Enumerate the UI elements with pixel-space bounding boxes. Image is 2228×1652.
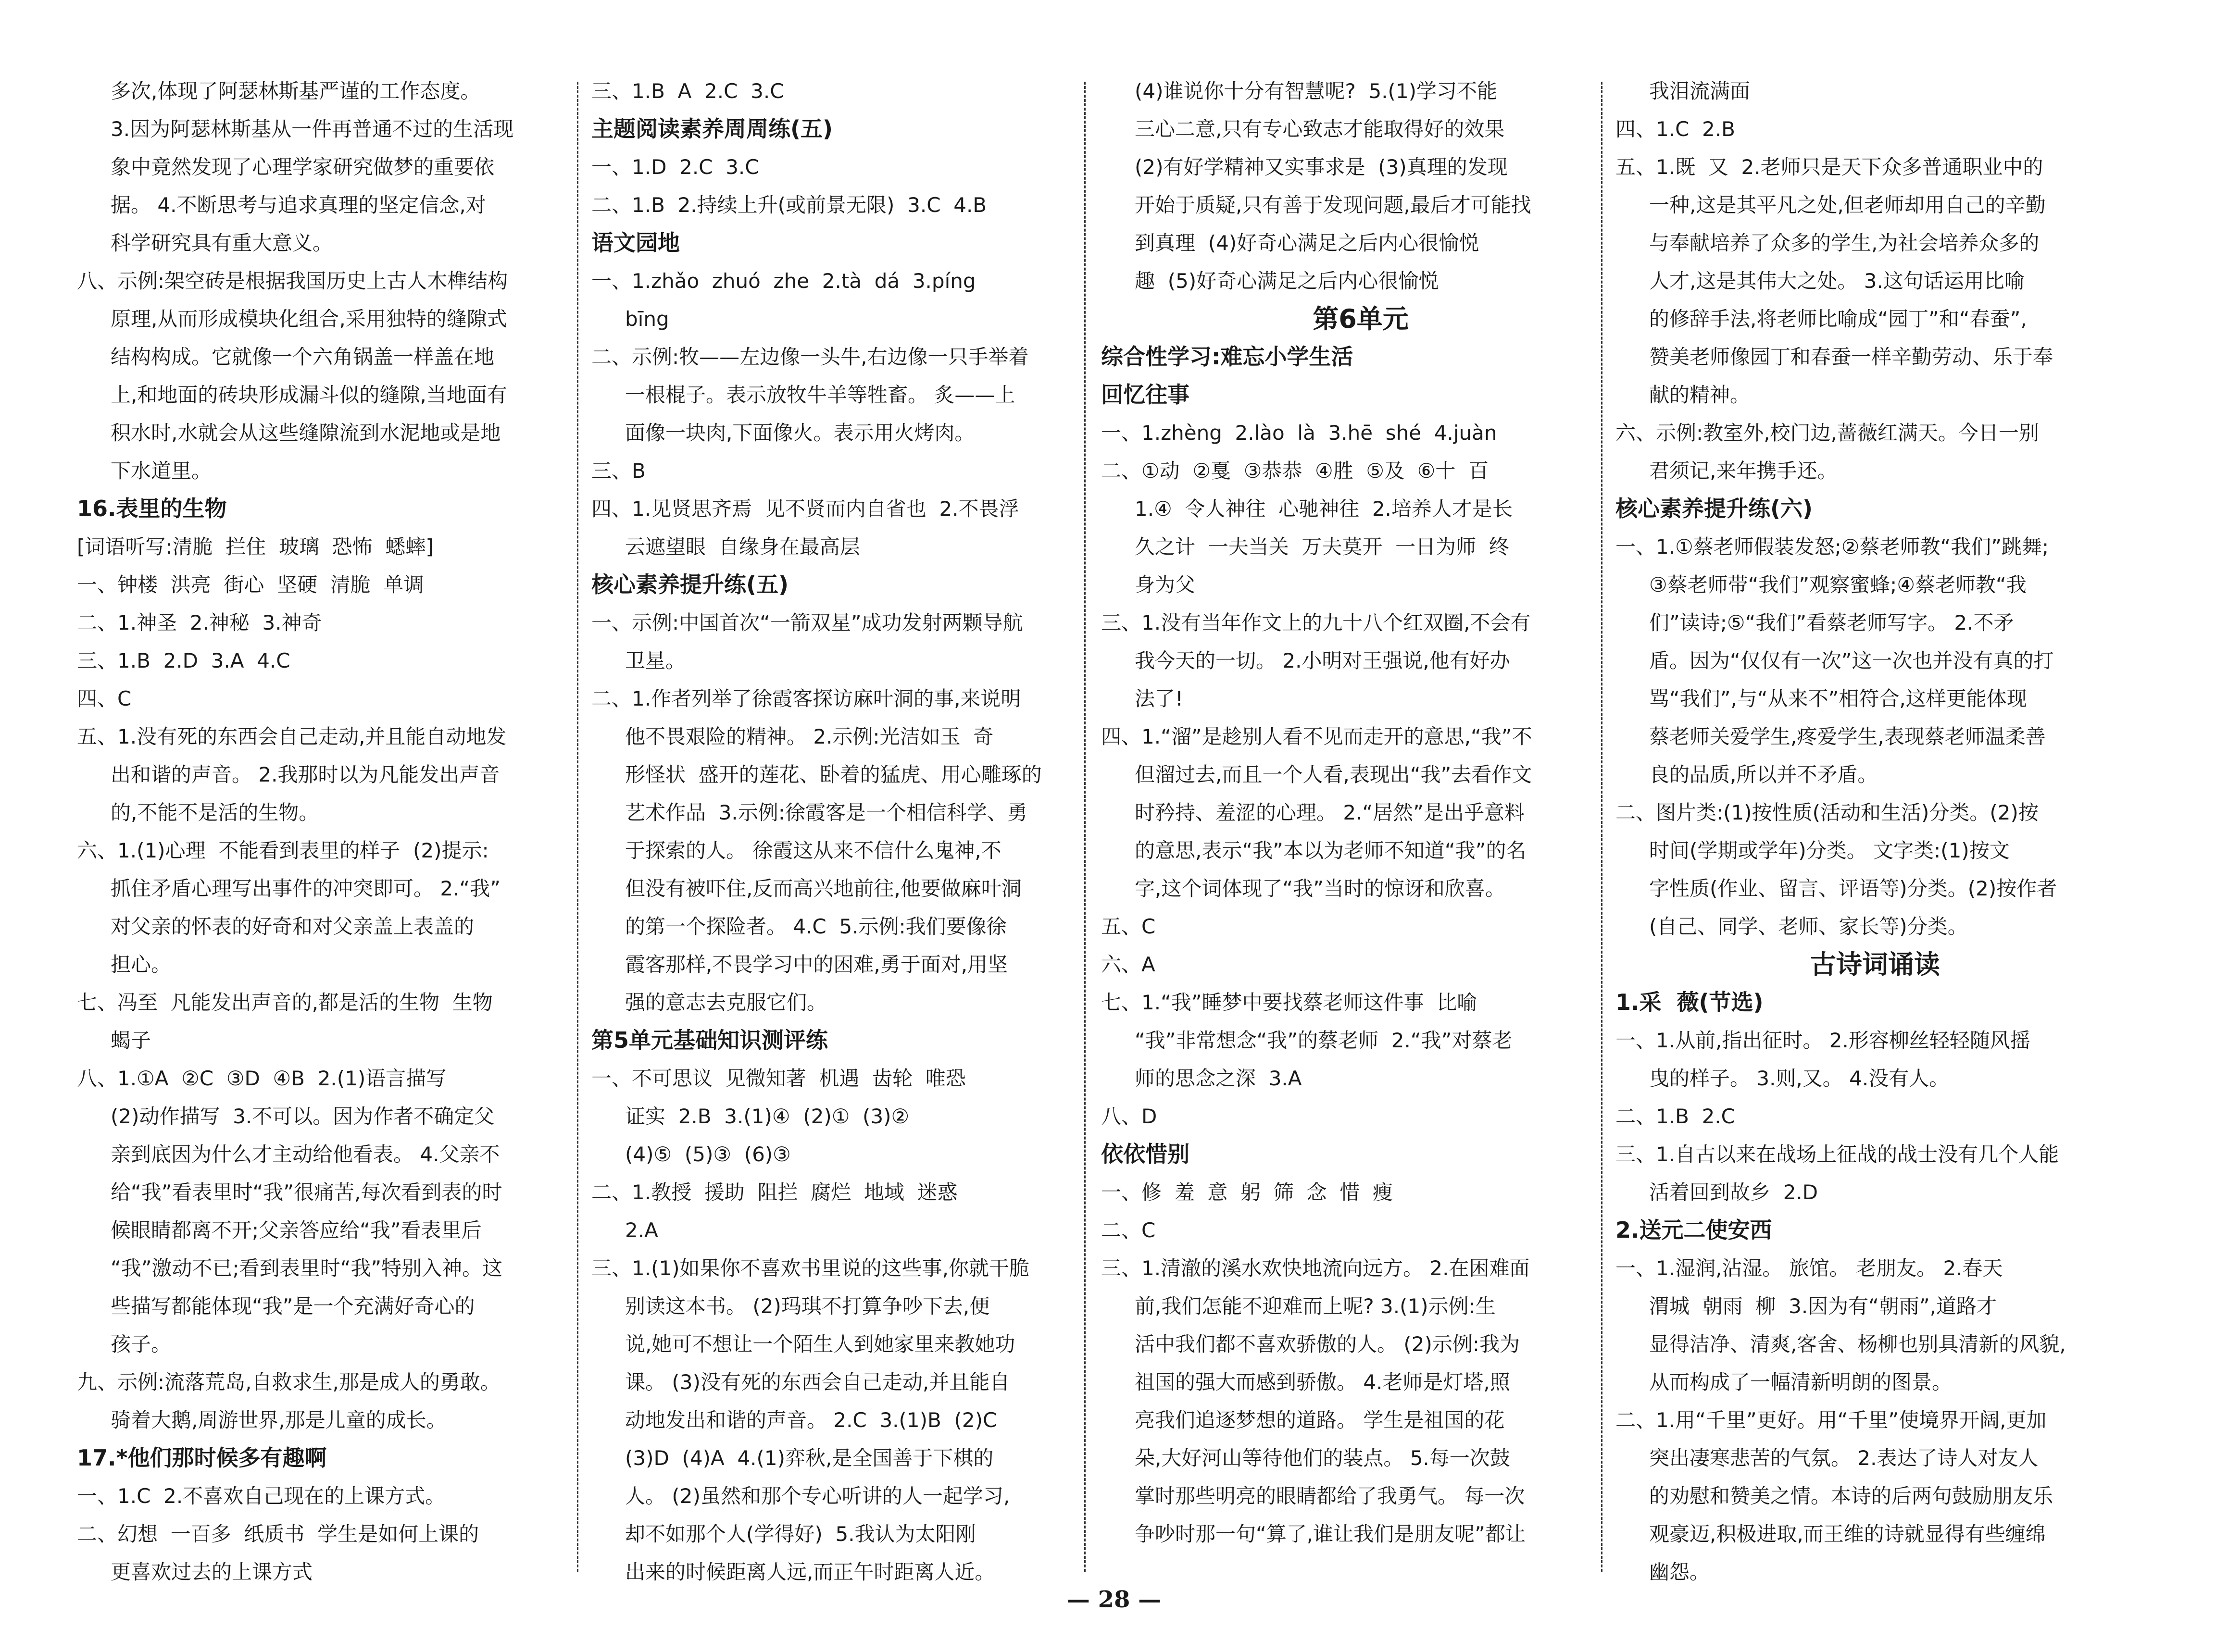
answer-line: 三、1.B A 2.C 3.C <box>591 79 784 103</box>
answer-line: 三心二意,只有专心致志才能取得好的效果 <box>1135 117 1505 141</box>
answer-line: 渭城 朝雨 柳 3.因为有“朝雨”,道路才 <box>1649 1294 1997 1318</box>
answer-line: 一、1.湿润,沾湿。 旅馆。 老朋友。 2.春天 <box>1615 1256 2003 1280</box>
answer-line: “我”激动不已;看到表里时“我”特别入神。这 <box>111 1256 503 1280</box>
answer-line: 一、钟楼 洪亮 街心 坚硬 清脆 单调 <box>77 573 424 596</box>
answer-line: 于探索的人。 徐霞这从来不信什么鬼神,不 <box>625 839 1001 862</box>
answer-line: ③蔡老师带“我们”观察蜜蜂;④蔡老师教“我 <box>1649 573 2027 596</box>
answer-line: 良的品质,所以并不矛盾。 <box>1649 763 1878 786</box>
section-heading: 第6单元 <box>1313 304 1409 334</box>
answer-line: 久之计 一夫当关 万夫莫开 一日为师 终 <box>1135 535 1509 559</box>
answer-line: 幽怨。 <box>1649 1560 1710 1584</box>
answer-line: 科学研究具有重大意义。 <box>111 231 333 255</box>
answer-line: 身为父 <box>1135 573 1196 596</box>
answer-line: 三、1.自古以来在战场上征战的战士没有几个人能 <box>1615 1143 2059 1166</box>
answer-line: 出来的时候距离人远,而正午时距离人近。 <box>625 1560 995 1584</box>
answer-line: 却不如那个人(学得好) 5.我认为太阳刚 <box>625 1522 976 1546</box>
answer-line: 一、1.zhǎo zhuó zhe 2.tà dá 3.píng <box>591 269 976 293</box>
answer-line: 时矜持、羞涩的心理。 2.“居然”是出乎意料 <box>1135 801 1525 824</box>
answer-line: (3)D (4)A 4.(1)弈秋,是全国善于下棋的 <box>625 1446 994 1470</box>
answer-line: 说,她可不想让一个陌生人到她家里来教她功 <box>625 1332 1015 1356</box>
answer-line: 抓住矛盾心理写出事件的冲突即可。 2.“我” <box>111 877 501 900</box>
answer-line: 象中竟然发现了心理学家研究做梦的重要依 <box>111 155 495 179</box>
answer-line: 人才,这是其伟大之处。 3.这句话运用比喻 <box>1649 269 2025 293</box>
answer-line: 强的意志去克服它们。 <box>625 991 827 1014</box>
answer-line: 九、示例:流落荒岛,自救求生,那是成人的勇敢。 <box>77 1370 501 1394</box>
answer-line: 一、修 羞 意 躬 筛 念 惜 瘦 <box>1101 1180 1393 1204</box>
answer-line: 三、B <box>591 459 646 483</box>
answer-line: 八、1.①A ②C ③D ④B 2.(1)语言描写 <box>77 1067 447 1090</box>
answer-line: 亲到底因为什么才主动给他看表。 4.父亲不 <box>111 1143 500 1166</box>
answer-line: 我泪流满面 <box>1649 79 1751 103</box>
answer-line: 霞客那样,不畏学习中的困难,勇于面对,用坚 <box>625 953 1008 976</box>
answer-line: (自己、同学、老师、家长等)分类。 <box>1649 915 1968 938</box>
answer-line: 五、1.既 又 2.老师只是天下众多普通职业中的 <box>1615 155 2043 179</box>
answer-line: 三、1.B 2.D 3.A 4.C <box>77 649 290 672</box>
answer-line: 二、1.B 2.C <box>1615 1105 1735 1128</box>
answer-line: 二、幻想 一百多 纸质书 学生是如何上课的 <box>77 1522 479 1546</box>
section-heading: 1.采 薇(节选) <box>1615 989 1764 1015</box>
answer-line: 七、1.“我”睡梦中要找蔡老师这件事 比喻 <box>1101 991 1477 1014</box>
section-heading: 依依惜别 <box>1101 1141 1189 1167</box>
answer-line: 祖国的强大而感到骄傲。 4.老师是灯塔,照 <box>1135 1370 1510 1394</box>
section-heading: 古诗词诵读 <box>1810 949 1940 980</box>
answer-line: 孩子。 <box>111 1332 172 1356</box>
answer-line: 一、1.D 2.C 3.C <box>591 155 759 179</box>
section-heading: 核心素养提升练(六) <box>1615 496 1813 522</box>
answer-line: 给“我”看表里时“我”很痛苦,每次看到表的时 <box>111 1180 502 1204</box>
answer-line: 字,这个词体现了“我”当时的惊讶和欣喜。 <box>1135 877 1505 900</box>
column-divider <box>1601 82 1602 1572</box>
answer-line: 四、C <box>77 687 132 710</box>
answer-line: 与奉献培养了众多的学生,为社会培养众多的 <box>1649 231 2040 255</box>
answer-line: (4)⑤ (5)③ (6)③ <box>625 1143 791 1166</box>
answer-line: 亮我们追逐梦想的道路。 学生是祖国的花 <box>1135 1408 1505 1432</box>
answer-line: 一、1.①蔡老师假装发怒;②蔡老师教“我们”跳舞; <box>1615 535 2049 559</box>
answer-line: 从而构成了一幅清新明朗的图景。 <box>1649 1370 1953 1394</box>
answer-line: 开始于质疑,只有善于发现问题,最后才可能找 <box>1135 193 1531 217</box>
section-heading: 第5单元基础知识测评练 <box>591 1027 828 1053</box>
section-heading: 综合性学习:难忘小学生活 <box>1101 344 1353 370</box>
page-number: — 28 — <box>1066 1586 1162 1613</box>
answer-line: 据。 4.不断思考与追求真理的坚定信念,对 <box>111 193 486 217</box>
answer-column-3 <box>1101 72 1620 1553</box>
answer-line: 一、1.从前,指出征时。 2.形容柳丝轻轻随风摇 <box>1615 1029 2030 1052</box>
answer-line: 的劝慰和赞美之情。本诗的后两句鼓励朋友乐 <box>1649 1484 2053 1508</box>
answer-line: 六、A <box>1101 953 1155 976</box>
answer-line: 字性质(作业、留言、评语等)分类。(2)按作者 <box>1649 877 2057 900</box>
answer-line: 些描写都能体现“我”是一个充满好奇心的 <box>111 1294 475 1318</box>
answer-line: 突出凄寒悲苦的气氛。 2.表达了诗人对友人 <box>1649 1446 2039 1470</box>
answer-line: 二、①动 ②戛 ③恭恭 ④胜 ⑤及 ⑥十 百 <box>1101 459 1489 483</box>
answer-line: 蔡老师关爱学生,疼爱学生,表现蔡老师温柔善 <box>1649 725 2046 748</box>
answer-line: 人。 (2)虽然和那个专心听讲的人一起学习, <box>625 1484 1010 1508</box>
answer-line: 二、1.用“千里”更好。用“千里”使境界开阔,更加 <box>1615 1408 2047 1432</box>
answer-line: 六、1.(1)心理 不能看到表里的样子 (2)提示: <box>77 839 489 862</box>
answer-line: (2)动作描写 3.不可以。因为作者不确定父 <box>111 1105 495 1128</box>
answer-line: 的,不能不是活的生物。 <box>111 801 319 824</box>
answer-line: 三、1.(1)如果你不喜欢书里说的这些事,你就干脆 <box>591 1256 1029 1280</box>
answer-line: 动地发出和谐的声音。 2.C 3.(1)B (2)C <box>625 1408 997 1432</box>
answer-line: 二、图片类:(1)按性质(活动和生活)分类。(2)按 <box>1615 801 2039 824</box>
answer-line: 3.因为阿瑟林斯基从一件再普通不过的生活现 <box>111 117 514 141</box>
answer-line: 盾。因为“仅仅有一次”这一次也并没有真的打 <box>1649 649 2054 672</box>
answer-line: 三、1.清澈的溪水欢快地流向远方。 2.在困难面 <box>1101 1256 1530 1280</box>
answer-line: 证实 2.B 3.(1)④ (2)① (3)② <box>625 1105 910 1128</box>
answer-line: 上,和地面的砖块形成漏斗似的缝隙,当地面有 <box>111 383 507 407</box>
answer-line: 他不畏艰险的精神。 2.示例:光洁如玉 奇 <box>625 725 994 748</box>
answer-line: 二、1.教授 援助 阻拦 腐烂 地域 迷惑 <box>591 1180 958 1204</box>
answer-line: 出和谐的声音。 2.我那时以为凡能发出声音 <box>111 763 500 786</box>
answer-line: 面像一块肉,下面像火。表示用火烤肉。 <box>625 421 975 445</box>
section-heading: 2.送元二使安西 <box>1615 1217 1772 1243</box>
answer-line: bīng <box>625 307 669 331</box>
answer-line: 1.④ 令人神往 心驰神往 2.培养人才是长 <box>1135 497 1513 521</box>
answer-line: 课。 (3)没有死的东西会自己走动,并且能自 <box>625 1370 1010 1394</box>
answer-line: 积水时,水就会从这些缝隙流到水泥地或是地 <box>111 421 501 445</box>
answer-line: 争吵时那一句“算了,谁让我们是朋友呢”都让 <box>1135 1522 1526 1546</box>
section-heading: 核心素养提升练(五) <box>591 571 789 597</box>
answer-column-2 <box>591 72 1111 1591</box>
answer-line: [词语听写:清脆 拦住 玻璃 恐怖 蟋蟀] <box>77 535 434 559</box>
answer-line: 更喜欢过去的上课方式 <box>111 1560 313 1584</box>
answer-line: 的意思,表示“我”本以为老师不知道“我”的名 <box>1135 839 1527 862</box>
answer-line: 四、1.“溜”是趁别人看不见而走开的意思,“我”不 <box>1101 725 1532 748</box>
answer-line: 前,我们怎能不迎难而上呢? 3.(1)示例:生 <box>1135 1294 1496 1318</box>
answer-line: 二、示例:牧——左边像一头牛,右边像一只手举着 <box>591 345 1029 369</box>
answer-line: 卫星。 <box>625 649 686 672</box>
answer-line: 观豪迈,积极进取,而王维的诗就显得有些缠绵 <box>1649 1522 2046 1546</box>
column-divider <box>577 82 578 1572</box>
answer-line: (4)谁说你十分有智慧呢? 5.(1)学习不能 <box>1135 79 1498 103</box>
answer-line: 趣 (5)好奇心满足之后内心很愉悦 <box>1135 269 1439 293</box>
section-heading: 17.*他们那时候多有趣啊 <box>77 1445 327 1471</box>
answer-line: 我今天的一切。 2.小明对王强说,他有好办 <box>1135 649 1510 672</box>
answer-line: 法了! <box>1135 687 1183 710</box>
answer-line: 一种,这是其平凡之处,但老师却用自己的辛勤 <box>1649 193 2046 217</box>
answer-line: 形怪状 盛开的莲花、卧着的猛虎、用心雕琢的 <box>625 763 1042 786</box>
answer-line: 时间(学期或学年)分类。 文字类:(1)按文 <box>1649 839 2010 862</box>
answer-line: 一、1.C 2.不喜欢自己现在的上课方式。 <box>77 1484 446 1508</box>
answer-line: 二、1.B 2.持续上升(或前景无限) 3.C 4.B <box>591 193 987 217</box>
answer-line: 下水道里。 <box>111 459 212 483</box>
answer-line: 艺术作品 3.示例:徐霞客是一个相信科学、勇 <box>625 801 1027 824</box>
answer-line: 2.A <box>625 1218 658 1242</box>
answer-line: 骂“我们”,与“从来不”相符合,这样更能体现 <box>1649 687 2027 710</box>
answer-line: 一、不可思议 见微知著 机遇 齿轮 唯恐 <box>591 1067 966 1090</box>
answer-line: 活中我们都不喜欢骄傲的人。 (2)示例:我为 <box>1135 1332 1520 1356</box>
answer-line: 二、1.作者列举了徐霞客探访麻叶洞的事,来说明 <box>591 687 1021 710</box>
answer-line: 七、冯至 凡能发出声音的,都是活的生物 生物 <box>77 991 493 1014</box>
answer-line: 骑着大鹅,周游世界,那是儿童的成长。 <box>111 1408 447 1432</box>
answer-line: 活着回到故乡 2.D <box>1649 1180 1818 1204</box>
answer-line: 三、1.没有当年作文上的九十八个红双圈,不会有 <box>1101 611 1531 634</box>
answer-line: 但溜过去,而且一个人看,表现出“我”去看作文 <box>1135 763 1532 786</box>
answer-line: 四、1.C 2.B <box>1615 117 1735 141</box>
answer-line: 八、示例:架空砖是根据我国历史上古人木榫结构 <box>77 269 508 293</box>
answer-line: 候眼睛都离不开;父亲答应给“我”看表里后 <box>111 1218 482 1242</box>
section-heading: 主题阅读素养周周练(五) <box>591 116 833 142</box>
answer-line: 朵,大好河山等待他们的装点。 5.每一次鼓 <box>1135 1446 1510 1470</box>
answer-line: “我”非常想念“我”的蔡老师 2.“我”对蔡老 <box>1135 1029 1513 1052</box>
answer-column-1 <box>77 72 596 1591</box>
answer-line: 四、1.见贤思齐焉 见不贤而内自省也 2.不畏浮 <box>591 497 1019 521</box>
answer-line: 的修辞手法,将老师比喻成“园丁”和“春蚕”, <box>1649 307 2027 331</box>
answer-line: 二、C <box>1101 1218 1156 1242</box>
answer-line: 蝎子 <box>111 1029 151 1052</box>
answer-line: 献的精神。 <box>1649 383 1751 407</box>
answer-column-4 <box>1615 72 2135 1591</box>
answer-line: 一、1.zhèng 2.lào là 3.hē shé 4.juàn <box>1101 421 1497 445</box>
answer-line: 掌时那些明亮的眼睛都给了我勇气。 每一次 <box>1135 1484 1525 1508</box>
answer-line: 多次,体现了阿瑟林斯基严谨的工作态度。 <box>111 79 481 103</box>
answer-line: 但没有被吓住,反而高兴地前往,他要做麻叶洞 <box>625 877 1022 900</box>
section-heading: 语文园地 <box>591 230 680 256</box>
answer-line: 赞美老师像园丁和春蚕一样辛勤劳动、乐于奉 <box>1649 345 2053 369</box>
answer-line: 君须记,来年携手还。 <box>1649 459 1838 483</box>
answer-line: 曳的样子。 3.则,又。 4.没有人。 <box>1649 1067 1950 1090</box>
answer-line: 别读这本书。 (2)玛琪不打算争吵下去,便 <box>625 1294 990 1318</box>
answer-line: 担心。 <box>111 953 172 976</box>
answer-line: 一根棍子。表示放牧牛羊等牲畜。 炙——上 <box>625 383 1015 407</box>
answer-line: 师的思念之深 3.A <box>1135 1067 1302 1090</box>
answer-line: 六、示例:教室外,校门边,蔷薇红满天。今日一别 <box>1615 421 2039 445</box>
section-heading: 回忆往事 <box>1101 382 1189 408</box>
answer-line: 云遮望眼 自缘身在最高层 <box>625 535 860 559</box>
answer-line: 五、C <box>1101 915 1156 938</box>
answer-line: 显得洁净、清爽,客舍、杨柳也别具清新的风貌, <box>1649 1332 2066 1356</box>
answer-line: 们”读诗;⑤“我们”看蔡老师写字。 2.不矛 <box>1649 611 2014 634</box>
answer-line: 对父亲的怀表的好奇和对父亲盖上表盖的 <box>111 915 475 938</box>
section-heading: 16.表里的生物 <box>77 496 227 522</box>
answer-line: 到真理 (4)好奇心满足之后内心很愉悦 <box>1135 231 1492 255</box>
answer-line: 一、示例:中国首次“一箭双星”成功发射两颗导航 <box>591 611 1023 634</box>
column-divider <box>1084 82 1086 1572</box>
answer-line: 八、D <box>1101 1105 1157 1128</box>
answer-line: 二、1.神圣 2.神秘 3.神奇 <box>77 611 322 634</box>
answer-line: 原理,从而形成模块化组合,采用独特的缝隙式 <box>111 307 507 331</box>
answer-line: 五、1.没有死的东西会自己走动,并且能自动地发 <box>77 725 507 748</box>
answer-line: (2)有好学精神又实事求是 (3)真理的发现 <box>1135 155 1508 179</box>
answer-line: 结构构成。它就像一个六角锅盖一样盖在地 <box>111 345 495 369</box>
answer-line: 的第一个探险者。 4.C 5.示例:我们要像徐 <box>625 915 1007 938</box>
